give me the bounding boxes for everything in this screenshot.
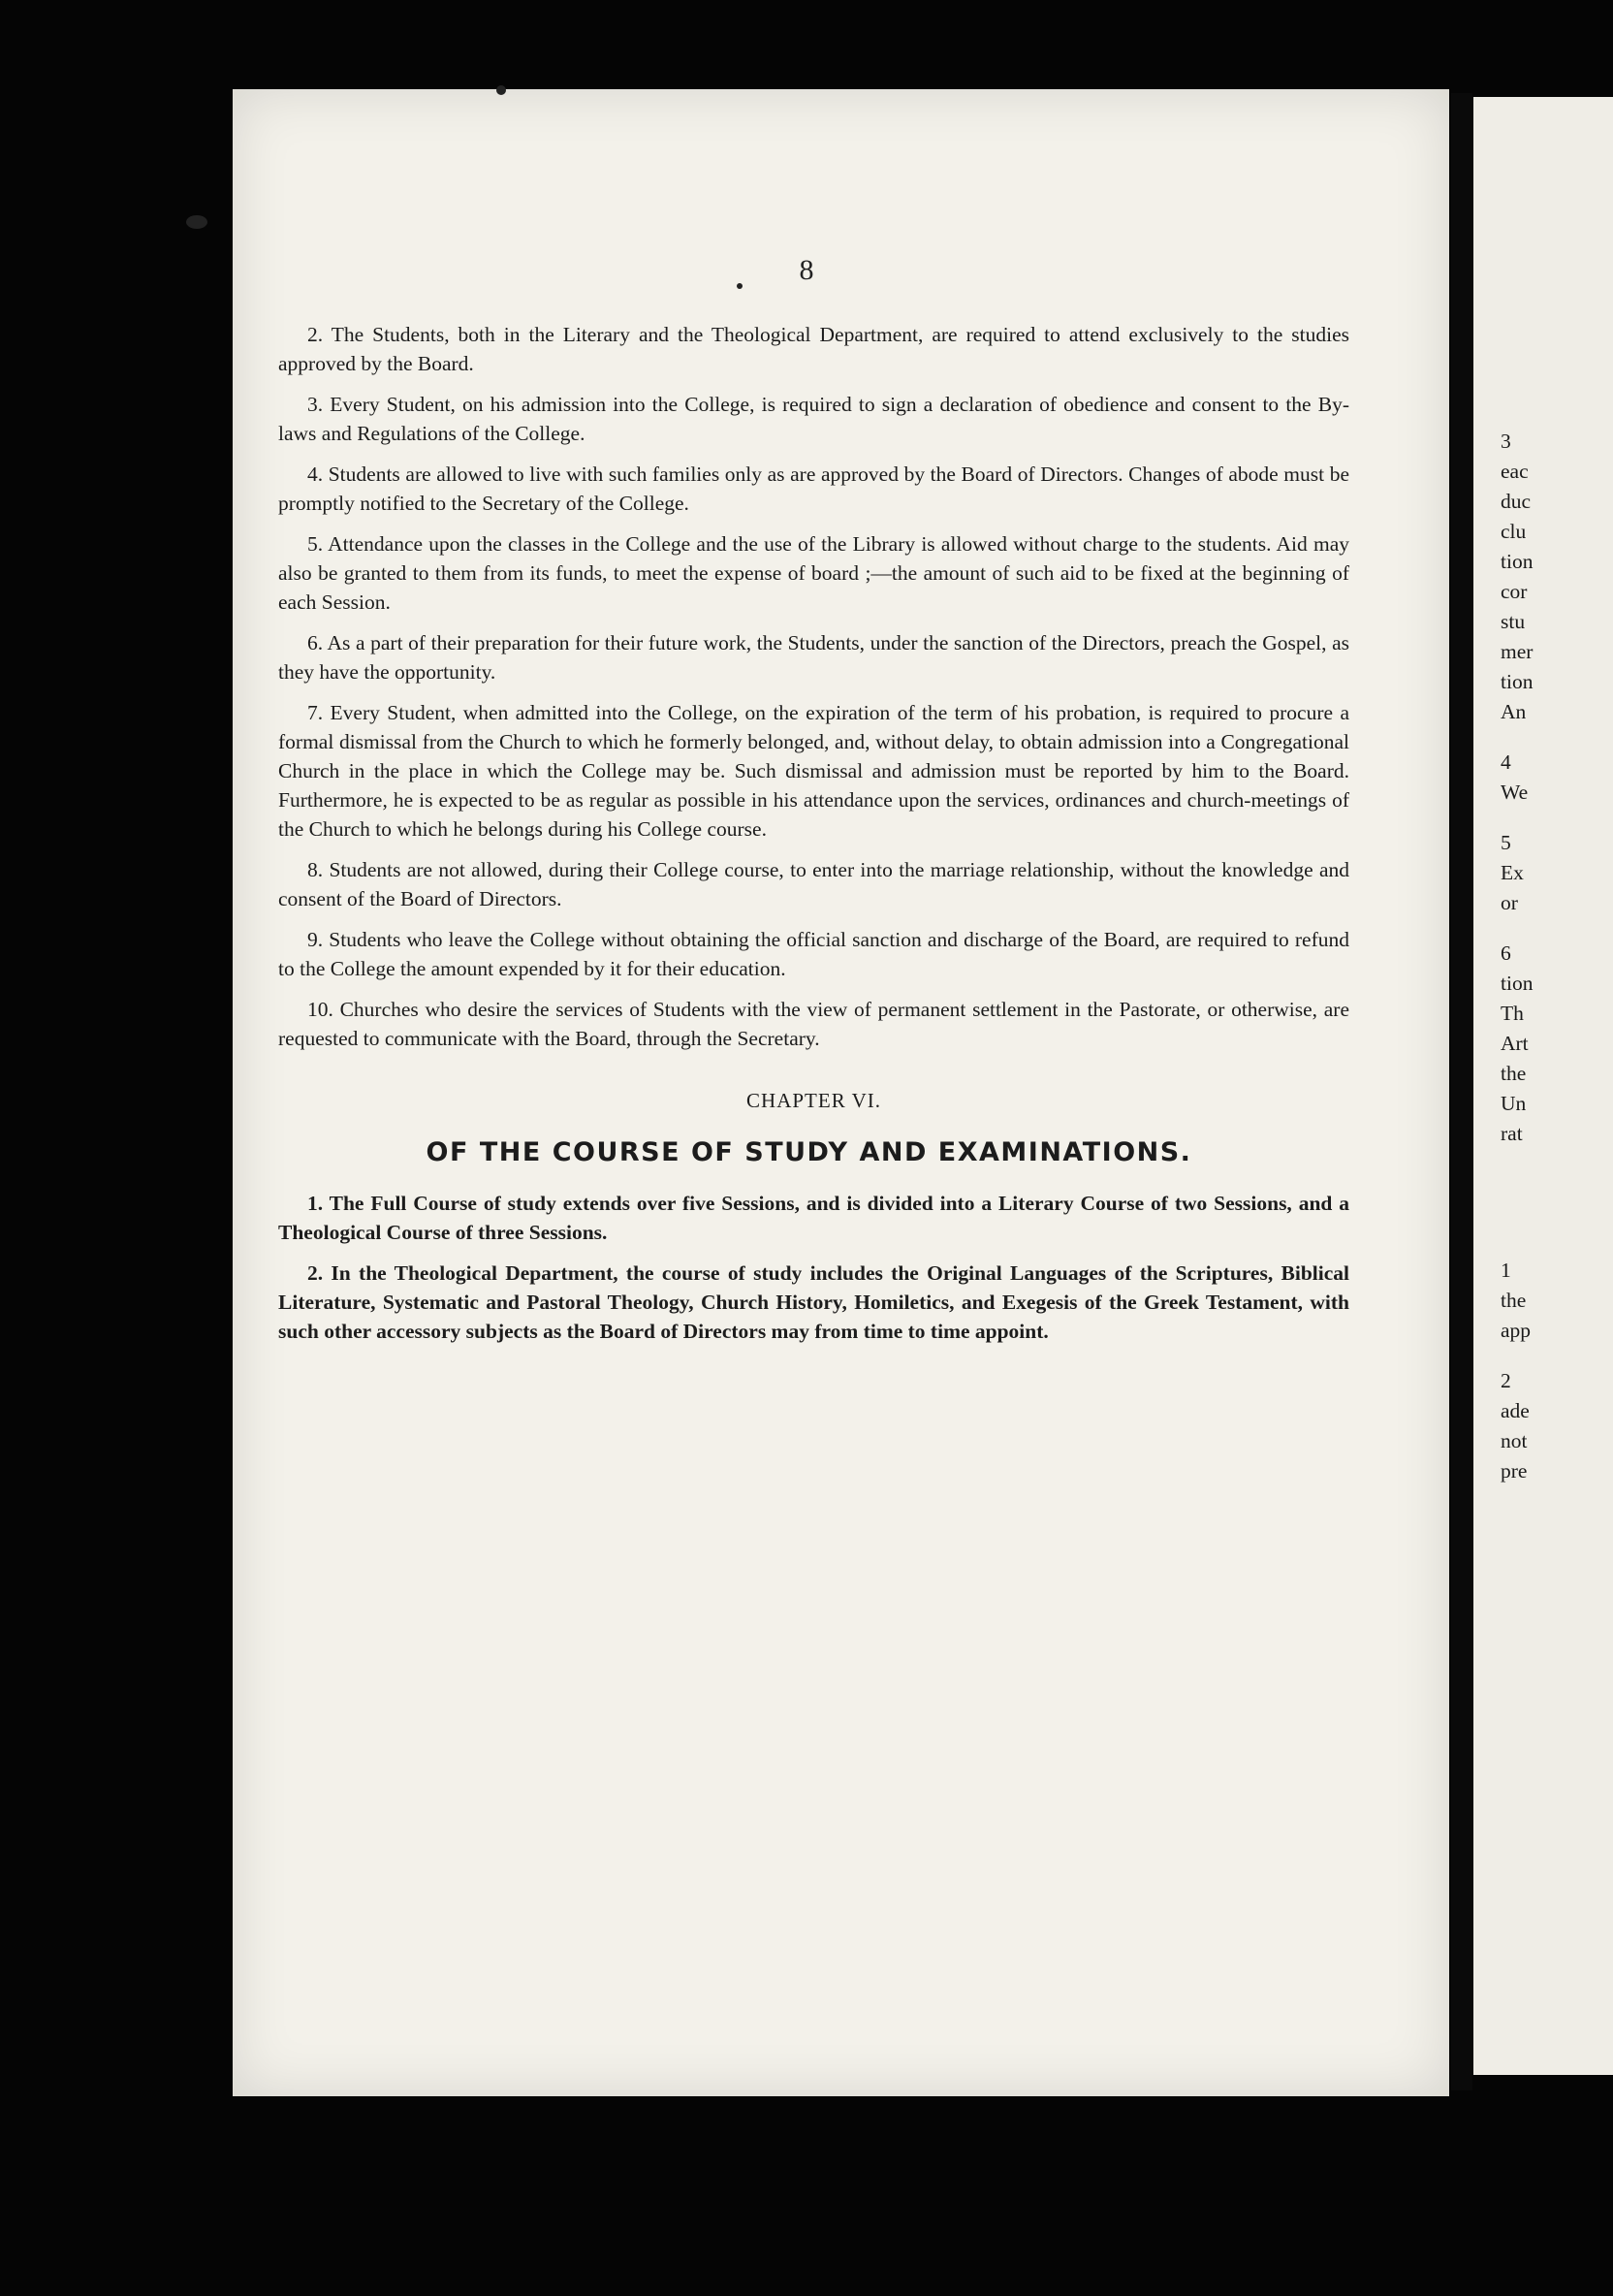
line-fragment: clu	[1501, 520, 1527, 543]
chapter-label: CHAPTER VI.	[746, 1089, 881, 1112]
line-fragment: Ex	[1501, 861, 1524, 884]
line-fragment: mer	[1501, 640, 1534, 663]
page-body	[278, 320, 1349, 1357]
page-number: 8	[799, 254, 814, 286]
rule-paragraph: 10. Churches who desire the services of Students with the view of permanent settlement in the Pastorate, or otherwise, are requested to communicate with the Board, through the Secretary.	[278, 998, 1349, 1050]
line-fragment: 4	[1501, 750, 1511, 774]
rule-paragraph: 2. The Students, both in the Literary and the Theological Department, are required to attend exclusively to the studies approved by the Board.	[278, 323, 1349, 375]
line-fragment: tion	[1501, 550, 1534, 573]
course-paragraph: 2. In the Theological Department, the course of study includes the Original Languages of the Scriptures, Biblical Literature, Systematic and Pastoral Theology, Church History, Homiletics, and Exegesis of the Greek Testament, with such other accessory subjects as the Board of Directors may from time to time appoint.	[278, 1261, 1349, 1343]
course-paragraph: 1. The Full Course of study extends over five Sessions, and is divided into a Literary Course of two Sessions, and a Theological Course of three Sessions.	[278, 1192, 1349, 1244]
line-fragment: Th	[1501, 1002, 1524, 1025]
line-fragment: or	[1501, 891, 1518, 914]
line-fragment: stu	[1501, 610, 1526, 633]
section-heading: OF THE COURSE OF STUDY AND EXAMINATIONS.	[426, 1137, 1192, 1167]
line-fragment: tion	[1501, 972, 1534, 995]
line-fragment: the	[1501, 1062, 1527, 1085]
page-gutter	[1451, 93, 1472, 2090]
line-fragment: tion	[1501, 670, 1534, 693]
rule-paragraph: 5. Attendance upon the classes in the College and the use of the Library is allowed without charge to the students. Aid may also be granted to them from its funds, to meet the expense of board ;—the amount of such aid to be fixed at the beginning of each Session.	[278, 532, 1349, 614]
line-fragment: pre	[1501, 1459, 1528, 1483]
line-fragment: cor	[1501, 580, 1528, 603]
line-fragment: eac	[1501, 460, 1529, 483]
line-fragment: 2	[1501, 1369, 1511, 1392]
rule-paragraph: 3. Every Student, on his admission into the College, is required to sign a declaration of obedience and consent to the By-laws and Regulations of the College.	[278, 393, 1349, 445]
line-fragment: Un	[1501, 1092, 1527, 1115]
line-fragment: 1	[1501, 1259, 1511, 1282]
rule-paragraph: 8. Students are not allowed, during their College course, to enter into the marriage relationship, without the knowledge and consent of the Board of Directors.	[278, 858, 1349, 910]
adjacent-page-fragment	[1473, 97, 1613, 2075]
rule-paragraph: 6. As a part of their preparation for their future work, the Students, under the sanction of the Directors, preach the Gospel, as they have the opportunity.	[278, 631, 1349, 684]
line-fragment: not	[1501, 1429, 1528, 1452]
rule-paragraph: 4. Students are allowed to live with such families only as are approved by the Board of Directors. Changes of abode must be promptly notified to the Secretary of the College.	[278, 462, 1349, 515]
line-fragment: We	[1501, 781, 1529, 804]
line-fragment: rat	[1501, 1122, 1523, 1145]
line-fragment: Art	[1501, 1032, 1529, 1055]
line-fragment: ade	[1501, 1399, 1530, 1422]
line-fragment: duc	[1501, 490, 1532, 513]
line-fragment: the	[1501, 1289, 1527, 1312]
adjacent-page-text	[1501, 427, 1613, 1486]
line-fragment: 6	[1501, 941, 1511, 965]
rule-paragraph: 9. Students who leave the College without obtaining the official sanction and discharge of the Board, are required to refund to the College the amount expended by it for their education.	[278, 928, 1349, 980]
rule-paragraph: 7. Every Student, when admitted into the College, on the expiration of the term of his probation, is required to procure a formal dismissal from the Church to which he formerly belonged, and, without delay, to obtain admission into a Congregational Church in the place in which the College may be. Such dismissal and admission must be reported by him to the Board. Furthermore, he is expected to be as regular as possible in his attendance upon the services, ordinances and church-meetings of the Church to which he belongs during his College course.	[278, 701, 1349, 841]
line-fragment: 3	[1501, 430, 1511, 453]
line-fragment: app	[1501, 1319, 1532, 1342]
line-fragment: 5	[1501, 831, 1511, 854]
line-fragment: An	[1501, 700, 1527, 723]
